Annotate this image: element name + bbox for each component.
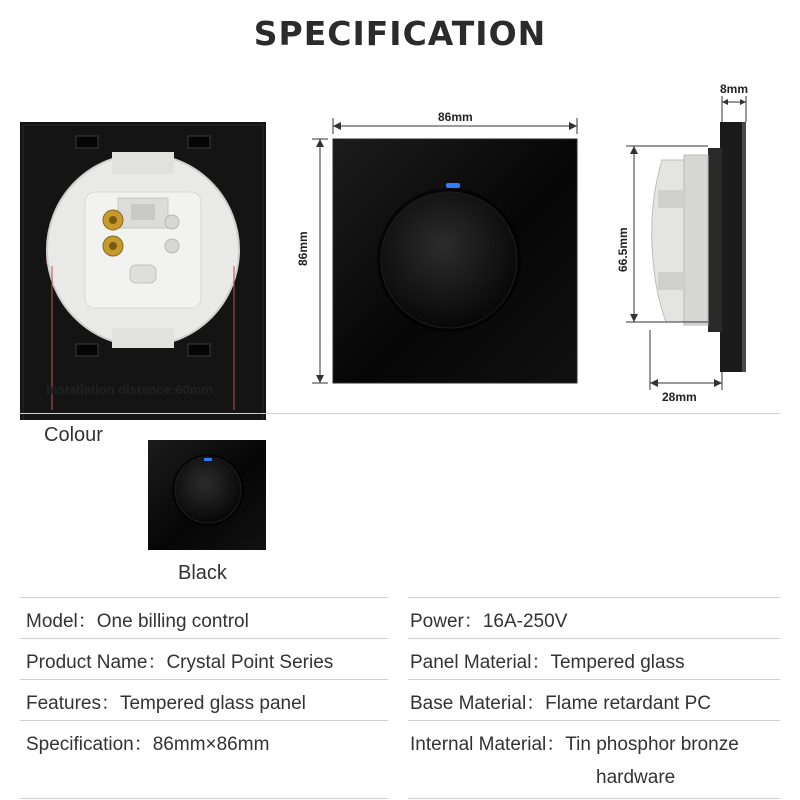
indicator-led-icon — [446, 183, 460, 188]
spec-value: 86mm×86mm — [152, 734, 270, 755]
spec-internal-material-continued: hardware — [596, 767, 676, 788]
spec-label: Specification： — [26, 734, 153, 755]
installation-distance-label: Installation distance:60mm — [46, 382, 213, 397]
page-title: SPECIFICATION — [253, 14, 547, 53]
colour-swatch-black — [148, 440, 266, 550]
spec-label: Model： — [26, 611, 97, 632]
spec-label: Power： — [410, 611, 483, 632]
spec-value: 16A-250V — [482, 611, 568, 632]
spec-value: Tempered glass panel — [119, 693, 306, 714]
side-view — [626, 96, 746, 390]
divider — [20, 413, 780, 414]
spec-label: Base Material： — [410, 693, 546, 714]
front-view — [312, 118, 577, 383]
spec-model — [26, 606, 249, 633]
spec-label: Features： — [26, 693, 120, 714]
spec-panel-material — [410, 647, 685, 674]
colour-heading: Colour — [44, 424, 103, 446]
spec-value: Crystal Point Series — [166, 652, 334, 673]
spec-specification — [26, 729, 269, 756]
spec-internal-material — [410, 729, 739, 756]
spec-value: Tempered glass — [550, 652, 685, 673]
side-height-label: 66.5mm — [616, 227, 630, 272]
spec-label: Internal Material： — [410, 734, 566, 755]
spec-base-material — [410, 688, 711, 715]
spec-product-name — [26, 647, 333, 674]
back-view — [20, 122, 266, 420]
spec-label: Panel Material： — [410, 652, 551, 673]
spec-value: Flame retardant PC — [545, 693, 711, 714]
front-width-label: 86mm — [438, 110, 473, 124]
front-height-label: 86mm — [296, 231, 310, 266]
spec-value: Tin phosphor bronze — [565, 734, 739, 755]
spec-features — [26, 688, 306, 715]
spec-value: One billing control — [96, 611, 249, 632]
side-depth-label: 28mm — [662, 390, 697, 404]
spec-power — [410, 606, 567, 633]
spec-diagrams — [0, 60, 800, 420]
spec-label: Product Name： — [26, 652, 167, 673]
side-thickness-label: 8mm — [720, 82, 749, 96]
colour-name: Black — [178, 562, 227, 584]
